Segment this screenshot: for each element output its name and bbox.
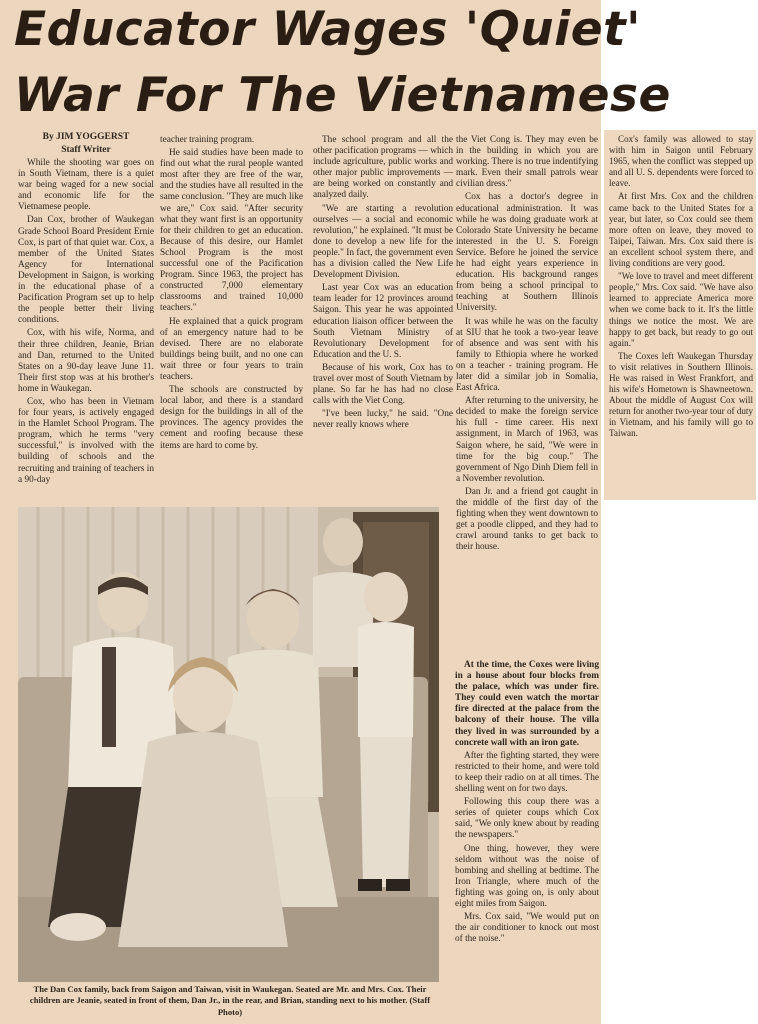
- paragraph: "I've been lucky," he said. "One never really knows where: [313, 409, 453, 431]
- article-column-4: [456, 135, 598, 553]
- article-column-5: [455, 660, 599, 995]
- byline-role: Staff Writer: [61, 145, 111, 155]
- paragraph: "We are starting a revolution ourselves — a social and economic revolution," he explained. "It must be done to develop a new life for the people." In fact, the government even has a division called the New Life Development Division.: [313, 203, 453, 281]
- paragraph: Dan Cox, brother of Waukegan Grade School Board President Ernie Cox, is part of that quiet war. Cox, a member of the United States Agency for International Development in Saigon, is working in the educational phase of a Pacification Program set up to help the people better their living conditions.: [18, 215, 154, 326]
- family-photo: [18, 507, 439, 982]
- article-column-1: [18, 132, 154, 504]
- paragraph: After the fighting started, they were restricted to their home, and were told to keep their radio on at all times. The shelling went on for two days.: [455, 750, 599, 795]
- paragraph: He said studies have been made to find out what the rural people wanted most after they are free of the war, and the studies have all resulted in the same conclusion. "They are much like we are," Cox said. "After security what they want first is an opportunity for their children to get an education. Because of this desire, our Hamlet School Program is the most successful one of the Pacification Program. Since 1963, the project has constructed 7,000 elementary classrooms and trained 10,000 teachers.": [160, 148, 303, 314]
- paragraph: Following this coup there was a series of quieter coups which Cox said, "We only knew about by reading the newspapers.": [455, 797, 599, 841]
- headline-line-2: War For The Vietnamese: [14, 68, 671, 123]
- paragraph: Mrs. Cox said, "We would put on the air conditioner to knock out most of the noise.": [455, 912, 599, 945]
- paragraph: At the time, the Coxes were living in a house about four blocks from the palace, which was under fire. They could even watch the mortar fire directed at the palace from the balcony of their house. The villa they lived in was surrounded by a concrete wall with an iron gate.: [455, 660, 599, 748]
- paragraph: At first Mrs. Cox and the children came back to the United States for a year, but later, so Cox could see them more often on leave, they moved to Taipei, Taiwan. Mrs. Cox said there is an excellent school system there, and living conditions are very good.: [609, 191, 753, 269]
- article-column-2: [160, 135, 303, 505]
- paragraph: Last year Cox was an education team leader for 12 provinces around Saigon. This year he was appointed education liaison officer between the South Vietnam Ministry of Revolutionary Development for Education and the U. S.: [313, 283, 453, 360]
- paragraph: the Viet Cong is. They may even be in the building in which you are working. There is no true indentifying mark. Even their small patrols wear civilian dress.": [456, 135, 598, 190]
- paragraph: Cox, with his wife, Norma, and their three children, Jeanie, Brian and Dan, returned to the United States on a 90-day leave June 11. Their first stop was at his brother's home in Waukegan.: [18, 328, 154, 394]
- byline-author: By JIM YOGGERST: [42, 132, 130, 142]
- paragraph: Because of his work, Cox has to travel over most of South Vietnam by plane. So far he has had no close calls with the Viet Cong.: [313, 362, 453, 407]
- paragraph: Dan Jr. and a friend got caught in the middle of the first day of the fighting when they went downtown to get a poodle clipped, and they had to crawl around tanks to get back to their house.: [456, 486, 598, 553]
- headline-line-1: Educator Wages 'Quiet': [14, 2, 641, 57]
- article-column-6: [609, 134, 753, 496]
- paragraph: The Coxes left Waukegan Thursday to visit relatives in Southern Illinois. He was raised in West Frankfort, and his wife's Hometown is Shawneetown. About the middle of August Cox will return for another two-year tour of duty in Vietnam, and his family will go to Taiwan.: [609, 350, 753, 439]
- paragraph: Cox has a doctor's degree in educational administration. It was while he was doing graduate work at Colorado State University he became interested in the U. S. Foreign Service. Before he joined the service he had eight years experience in education. His background ranges from being a school principal to teaching at Southern Illinois University.: [456, 192, 598, 314]
- photo-caption: The Dan Cox family, back from Saigon and Taiwan, visit in Waukegan. Seated are Mr. and Mrs. Cox. Their children are Jeanie, seated in front of them, Dan Jr., in the rear, and Brian, standing next to his mother. (Staff Photo): [29, 984, 431, 1017]
- paragraph: He explained that a quick program of an emergency nature had to be devised. There are no elaborate buildings being built, and no one can wait three or four years to train teachers.: [160, 316, 303, 382]
- paragraph: "We love to travel and meet different people," Mrs. Cox said. "We have also learned to appreciate America more when we come back to it. It's the little things we notice the most. We are happy to get back, but ready to go out again.": [609, 271, 753, 348]
- paragraph: It was while he was on the faculty at SIU that he took a two-year leave of absence and was sent with his family to Ethiopia where he worked on a teacher - training program. He later did a similar job in Somalia, East Africa.: [456, 316, 598, 394]
- paragraph: Cox's family was allowed to stay with him in Saigon until February 1965, when the conflict was stepped up and all U. S. dependents were forced to leave.: [609, 134, 753, 189]
- paragraph: After returning to the university, he decided to make the foreign service his full - time career. His next assignment, in March of 1963, was Saigon where, he said, "We were in time for the big coup." The government of Ngo Dinh Diem fell in a November revolution.: [456, 396, 598, 484]
- paragraph: teacher training program.: [160, 135, 255, 145]
- paragraph: While the shooting war goes on in South Vietnam, there is a quiet war being waged for a new social and economic life for the Vietnamese people.: [18, 158, 154, 213]
- paragraph: Cox, who has been in Vietnam for four years, is actively engaged in the Hamlet School Program. The program, which he terms "very successful," is involved with the building of schools and the recruiting and training of teachers in a 90-day: [18, 396, 154, 485]
- article-column-3: [313, 135, 453, 505]
- paragraph: One thing, however, they were seldom without was the noise of bombing and shelling at bedtime. The Iron Triangle, where much of the fighting was going on, is only about eight miles from Saigon.: [455, 843, 599, 909]
- family-photo-illustration: [18, 507, 439, 982]
- paragraph: The schools are constructed by local labor, and there is a standard design for the buildings in all of the provinces. The agency provides the cement and roofing because these items are hard to come by.: [160, 385, 303, 451]
- paragraph: The school program and all the other pacification programs — which include agriculture, public works and other major public improvements — are being worked on constantly and analyzed daily.: [313, 135, 453, 201]
